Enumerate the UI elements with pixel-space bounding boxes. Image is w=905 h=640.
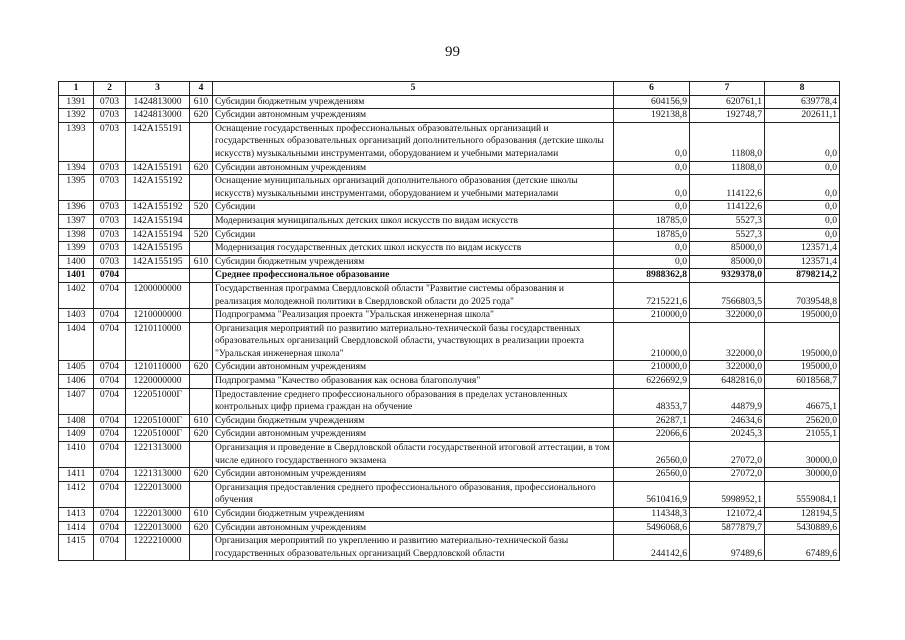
section-code: 0704 [94, 414, 126, 428]
row-number: 1399 [59, 242, 94, 256]
amount-col-8: 21055,1 [765, 428, 840, 442]
table-row [59, 282, 840, 308]
section-code: 0704 [94, 428, 126, 442]
amount-col-7: 322000,0 [690, 322, 765, 361]
expense-type: 620 [190, 468, 213, 482]
row-number: 1411 [59, 468, 94, 482]
col-header: 1 [59, 82, 94, 96]
amount-col-6: 5610416,9 [614, 481, 690, 507]
row-number: 1398 [59, 228, 94, 242]
section-code: 0703 [94, 109, 126, 123]
amount-col-6: 5496068,6 [614, 521, 690, 535]
table-row [59, 309, 840, 323]
target-code: 122051000Г [126, 388, 190, 414]
row-number: 1401 [59, 269, 94, 283]
row-description: Субсидии автономным учреждениям [213, 468, 614, 482]
amount-col-7: 27072,0 [690, 442, 765, 468]
section-code: 0703 [94, 255, 126, 269]
expense-type [190, 322, 213, 361]
expense-type [190, 375, 213, 389]
expense-type [190, 309, 213, 323]
expense-type [190, 535, 213, 561]
row-description: Предоставление среднего профессионального образования в пределах установленных контрольных цифр приема граждан на обучение [213, 388, 614, 414]
row-description: Подпрограмма "Качество образования как основа благополучия" [213, 375, 614, 389]
amount-col-8: 7039548,8 [765, 282, 840, 308]
expense-type: 610 [190, 508, 213, 522]
amount-col-6: 244142,6 [614, 535, 690, 561]
amount-col-6: 192138,8 [614, 109, 690, 123]
expense-type: 620 [190, 161, 213, 175]
expense-type: 610 [190, 414, 213, 428]
expense-type [190, 214, 213, 228]
table-row [59, 442, 840, 468]
row-number: 1409 [59, 428, 94, 442]
amount-col-7: 5527,3 [690, 214, 765, 228]
table-row [59, 414, 840, 428]
amount-col-7: 11808,0 [690, 161, 765, 175]
amount-col-8: 128194,5 [765, 508, 840, 522]
section-code: 0704 [94, 361, 126, 375]
target-code: 1424813000 [126, 95, 190, 109]
target-code: 142A155192 [126, 175, 190, 201]
target-code: 1221313000 [126, 468, 190, 482]
amount-col-8: 123571,4 [765, 242, 840, 256]
table-row [59, 388, 840, 414]
target-code: 142A155192 [126, 201, 190, 215]
table-row [59, 468, 840, 482]
section-code: 0703 [94, 122, 126, 161]
amount-col-7: 322000,0 [690, 361, 765, 375]
table-row [59, 214, 840, 228]
target-code: 142A155191 [126, 161, 190, 175]
amount-col-6: 22066,6 [614, 428, 690, 442]
page-number: 99 [445, 44, 460, 60]
budget-table [58, 81, 840, 561]
amount-col-7: 192748,7 [690, 109, 765, 123]
section-code: 0704 [94, 322, 126, 361]
target-code: 1222013000 [126, 521, 190, 535]
table-row [59, 481, 840, 507]
table-row [59, 122, 840, 161]
amount-col-7: 114122,6 [690, 201, 765, 215]
row-number: 1413 [59, 508, 94, 522]
col-header: 8 [765, 82, 840, 96]
expense-type [190, 442, 213, 468]
amount-col-8: 195000,0 [765, 309, 840, 323]
amount-col-7: 5877879,7 [690, 521, 765, 535]
expense-type [190, 175, 213, 201]
row-number: 1407 [59, 388, 94, 414]
row-description: Среднее профессиональное образование [213, 269, 614, 283]
amount-col-6: 18785,0 [614, 214, 690, 228]
row-number: 1414 [59, 521, 94, 535]
amount-col-6: 6226692,9 [614, 375, 690, 389]
section-code: 0704 [94, 388, 126, 414]
amount-col-7: 6482816,0 [690, 375, 765, 389]
amount-col-8: 639778,4 [765, 95, 840, 109]
target-code: 1222210000 [126, 535, 190, 561]
amount-col-8: 202611,1 [765, 109, 840, 123]
row-number: 1394 [59, 161, 94, 175]
table-row [59, 201, 840, 215]
expense-type: 620 [190, 109, 213, 123]
row-description: Организация предоставления среднего профессионального образования, профессионального обучения [213, 481, 614, 507]
amount-col-7: 322000,0 [690, 309, 765, 323]
row-number: 1393 [59, 122, 94, 161]
expense-type: 610 [190, 255, 213, 269]
amount-col-8: 5559084,1 [765, 481, 840, 507]
target-code: 1424813000 [126, 109, 190, 123]
target-code: 1200000000 [126, 282, 190, 308]
amount-col-8: 5430889,6 [765, 521, 840, 535]
table-row [59, 228, 840, 242]
section-code: 0704 [94, 442, 126, 468]
amount-col-6: 18785,0 [614, 228, 690, 242]
amount-col-6: 7215221,6 [614, 282, 690, 308]
row-number: 1405 [59, 361, 94, 375]
col-header: 6 [614, 82, 690, 96]
row-description: Субсидии бюджетным учреждениям [213, 95, 614, 109]
row-number: 1415 [59, 535, 94, 561]
table-row [59, 175, 840, 201]
amount-col-7: 5527,3 [690, 228, 765, 242]
row-description: Субсидии автономным учреждениям [213, 109, 614, 123]
amount-col-6: 210000,0 [614, 322, 690, 361]
row-description: Субсидии автономным учреждениям [213, 161, 614, 175]
section-code: 0704 [94, 508, 126, 522]
section-code: 0704 [94, 269, 126, 283]
row-number: 1410 [59, 442, 94, 468]
section-code: 0703 [94, 175, 126, 201]
amount-col-8: 0,0 [765, 201, 840, 215]
amount-col-6: 26560,0 [614, 468, 690, 482]
row-description: Субсидии [213, 201, 614, 215]
row-number: 1402 [59, 282, 94, 308]
section-code: 0703 [94, 228, 126, 242]
amount-col-7: 7566803,5 [690, 282, 765, 308]
amount-col-8: 195000,0 [765, 322, 840, 361]
amount-col-7: 24634,6 [690, 414, 765, 428]
amount-col-7: 121072,4 [690, 508, 765, 522]
table-row [59, 269, 840, 283]
table-row [59, 242, 840, 256]
row-number: 1406 [59, 375, 94, 389]
amount-col-7: 20245,3 [690, 428, 765, 442]
target-code: 142A155195 [126, 242, 190, 256]
expense-type: 520 [190, 201, 213, 215]
section-code: 0704 [94, 521, 126, 535]
row-number: 1392 [59, 109, 94, 123]
amount-col-8: 67489,6 [765, 535, 840, 561]
header-row [59, 82, 840, 96]
section-code: 0704 [94, 282, 126, 308]
amount-col-6: 8988362,8 [614, 269, 690, 283]
amount-col-7: 11808,0 [690, 122, 765, 161]
amount-col-6: 0,0 [614, 161, 690, 175]
amount-col-6: 210000,0 [614, 361, 690, 375]
row-number: 1404 [59, 322, 94, 361]
table-row [59, 322, 840, 361]
target-code: 142A155194 [126, 214, 190, 228]
row-description: Субсидии автономным учреждениям [213, 361, 614, 375]
table-row [59, 95, 840, 109]
expense-type: 520 [190, 228, 213, 242]
amount-col-6: 210000,0 [614, 309, 690, 323]
amount-col-6: 48353,7 [614, 388, 690, 414]
section-code: 0704 [94, 309, 126, 323]
table-row [59, 535, 840, 561]
amount-col-6: 604156,9 [614, 95, 690, 109]
target-code: 1210000000 [126, 309, 190, 323]
table-row [59, 508, 840, 522]
row-number: 1403 [59, 309, 94, 323]
target-code: 122051000Г [126, 428, 190, 442]
amount-col-8: 25620,0 [765, 414, 840, 428]
expense-type: 610 [190, 95, 213, 109]
amount-col-6: 26560,0 [614, 442, 690, 468]
amount-col-8: 30000,0 [765, 468, 840, 482]
target-code [126, 269, 190, 283]
amount-col-8: 0,0 [765, 175, 840, 201]
section-code: 0703 [94, 161, 126, 175]
target-code: 1210110000 [126, 322, 190, 361]
amount-col-8: 0,0 [765, 122, 840, 161]
table-row [59, 361, 840, 375]
amount-col-7: 97489,6 [690, 535, 765, 561]
amount-col-8: 123571,4 [765, 255, 840, 269]
target-code: 1222013000 [126, 508, 190, 522]
table-row [59, 521, 840, 535]
amount-col-7: 85000,0 [690, 255, 765, 269]
row-description: Субсидии бюджетным учреждениям [213, 414, 614, 428]
row-number: 1412 [59, 481, 94, 507]
amount-col-7: 620761,1 [690, 95, 765, 109]
expense-type: 620 [190, 428, 213, 442]
expense-type [190, 269, 213, 283]
amount-col-8: 30000,0 [765, 442, 840, 468]
target-code: 142A155195 [126, 255, 190, 269]
table-row [59, 375, 840, 389]
target-code: 1221313000 [126, 442, 190, 468]
section-code: 0703 [94, 214, 126, 228]
col-header: 2 [94, 82, 126, 96]
target-code: 122051000Г [126, 414, 190, 428]
amount-col-7: 85000,0 [690, 242, 765, 256]
row-description: Организация и проведение в Свердловской области государственной итоговой аттестации, в том числе единого государственного экзамена [213, 442, 614, 468]
amount-col-7: 44879,9 [690, 388, 765, 414]
amount-col-6: 26287,1 [614, 414, 690, 428]
row-number: 1408 [59, 414, 94, 428]
amount-col-6: 0,0 [614, 242, 690, 256]
row-number: 1391 [59, 95, 94, 109]
row-description: Модернизация муниципальных детских школ искусств по видам искусств [213, 214, 614, 228]
row-description: Подпрограмма "Реализация проекта "Уральская инженерная школа" [213, 309, 614, 323]
target-code: 1210110000 [126, 361, 190, 375]
amount-col-8: 46675,1 [765, 388, 840, 414]
target-code: 1220000000 [126, 375, 190, 389]
amount-col-8: 6018568,7 [765, 375, 840, 389]
section-code: 0703 [94, 242, 126, 256]
expense-type [190, 242, 213, 256]
amount-col-7: 9329378,0 [690, 269, 765, 283]
amount-col-7: 27072,0 [690, 468, 765, 482]
amount-col-7: 5998952,1 [690, 481, 765, 507]
col-header: 5 [213, 82, 614, 96]
expense-type [190, 388, 213, 414]
row-description: Государственная программа Свердловской области "Развитие системы образования и реализация молодежной политики в Свердловской области до 2025 года" [213, 282, 614, 308]
row-description: Субсидии бюджетным учреждениям [213, 508, 614, 522]
row-description: Субсидии автономным учреждениям [213, 428, 614, 442]
col-header: 4 [190, 82, 213, 96]
expense-type [190, 122, 213, 161]
section-code: 0704 [94, 535, 126, 561]
row-number: 1396 [59, 201, 94, 215]
amount-col-7: 114122,6 [690, 175, 765, 201]
row-description: Субсидии [213, 228, 614, 242]
row-number: 1400 [59, 255, 94, 269]
expense-type: 620 [190, 361, 213, 375]
section-code: 0704 [94, 481, 126, 507]
row-description: Оснащение государственных профессиональных образовательных организаций и государственных образовательных организаций дополнительного образования (детские школы искусств) музыкальными инструментами, оборудованием и учебными материалами [213, 122, 614, 161]
row-description: Субсидии бюджетным учреждениям [213, 255, 614, 269]
section-code: 0703 [94, 201, 126, 215]
col-header: 7 [690, 82, 765, 96]
target-code: 1222013000 [126, 481, 190, 507]
amount-col-8: 0,0 [765, 161, 840, 175]
amount-col-6: 0,0 [614, 201, 690, 215]
section-code: 0704 [94, 375, 126, 389]
expense-type [190, 282, 213, 308]
amount-col-8: 8798214,2 [765, 269, 840, 283]
table-row [59, 161, 840, 175]
row-number: 1397 [59, 214, 94, 228]
row-description: Организация мероприятий по укреплению и развитию материально-технической базы государственных образовательных организаций Свердловской области [213, 535, 614, 561]
col-header: 3 [126, 82, 190, 96]
target-code: 142A155191 [126, 122, 190, 161]
target-code: 142A155194 [126, 228, 190, 242]
expense-type: 620 [190, 521, 213, 535]
amount-col-6: 0,0 [614, 255, 690, 269]
amount-col-6: 0,0 [614, 122, 690, 161]
section-code: 0704 [94, 468, 126, 482]
table-row [59, 109, 840, 123]
amount-col-8: 195000,0 [765, 361, 840, 375]
table-row [59, 428, 840, 442]
amount-col-6: 0,0 [614, 175, 690, 201]
row-description: Организация мероприятий по развитию материально-технической базы государственных образовательных организаций Свердловской области, участвующих в реализации проекта "Уральская инженерная школа" [213, 322, 614, 361]
expense-type [190, 481, 213, 507]
row-description: Субсидии автономным учреждениям [213, 521, 614, 535]
amount-col-6: 114348,3 [614, 508, 690, 522]
amount-col-8: 0,0 [765, 214, 840, 228]
row-description: Оснащение муниципальных организаций дополнительного образования (детские школы искусств) музыкальными инструментами, оборудованием и учебными материалами [213, 175, 614, 201]
amount-col-8: 0,0 [765, 228, 840, 242]
row-number: 1395 [59, 175, 94, 201]
section-code: 0703 [94, 95, 126, 109]
row-description: Модернизация государственных детских школ искусств по видам искусств [213, 242, 614, 256]
table-row [59, 255, 840, 269]
